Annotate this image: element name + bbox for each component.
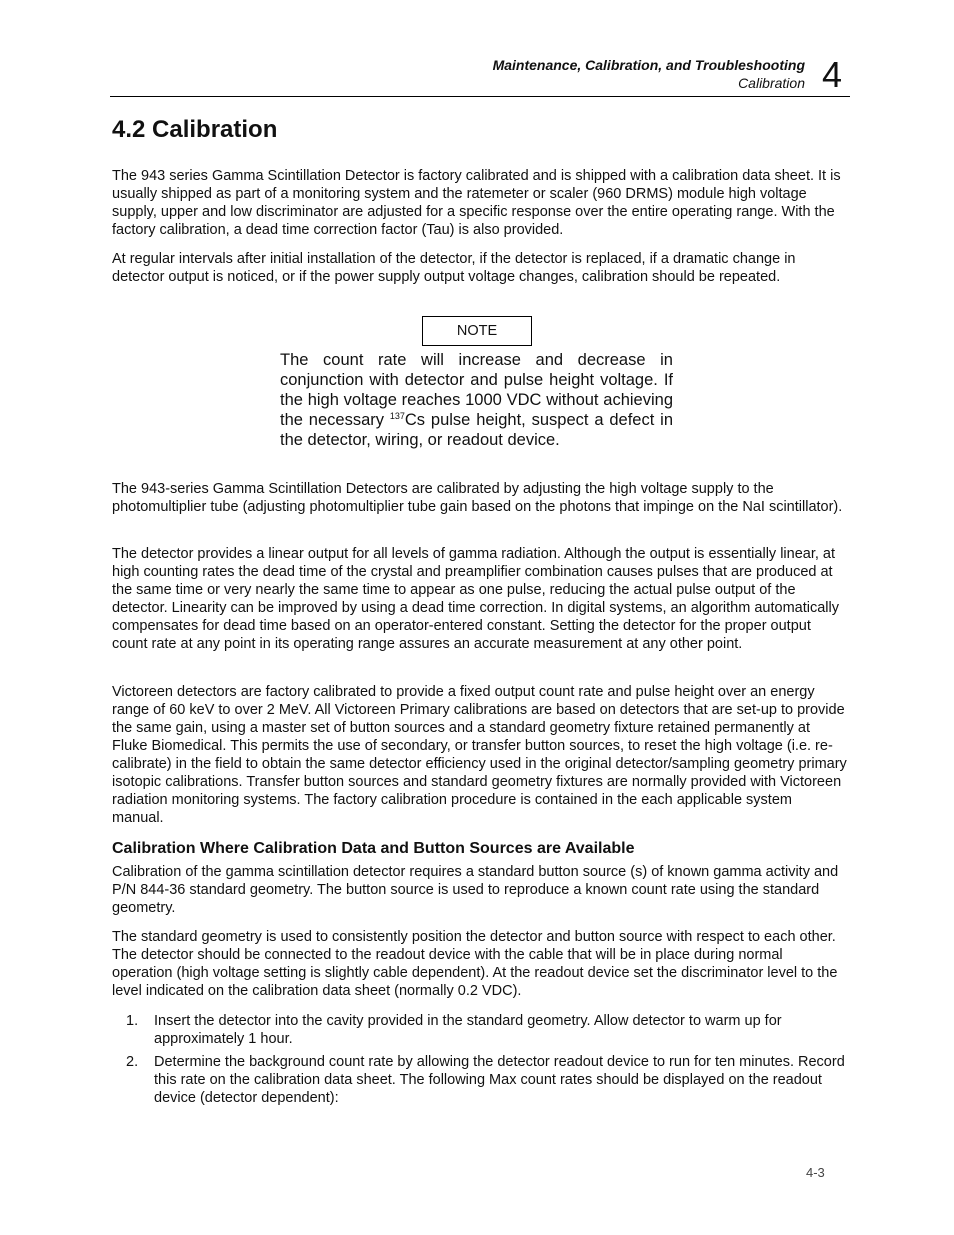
header-rule [110,96,850,97]
step-text: Determine the background count rate by allowing the detector readout device to run for ten minutes. Record this rate on the calibration data sheet. The following Max count rates should be displayed on the readout device (detector dependent): [154,1054,845,1106]
subsection-heading: Calibration Where Calibration Data and Button Sources are Available [112,840,635,857]
body-paragraph-2: The detector provides a linear output for all levels of gamma radiation. Although the output is essentially linear, at high counting rates the dead time of the crystal and preamplifier combination causes pulses that are produced at the same time or very nearly the same time to appear as one pulse, reducing the actual pulse output of the detector. Linearity can be improved by using a dead time correction. In digital systems, an algorithm automatically compensates for dead time based on an operator-entered constant. Setting the detector for the proper output count rate at any point in its operating range assures an accurate measurement at any other point. [112,546,839,652]
intro-paragraph-2: At regular intervals after initial installation of the detector, if the detector is replaced, if a dramatic change in detector output is noticed, or if the power supply output voltage changes, calibration should be repeated. [112,251,796,285]
note-text-part-2: Cs pulse height, suspect a defect in the detector, wiring, or readout device. [280,411,673,449]
intro-paragraph-1: The 943 series Gamma Scintillation Detector is factory calibrated and is shipped with a calibration data sheet. It is usually shipped as part of a monitoring system and the ratemeter or scaler (960 DRMS) module high voltage supply, upper and low discriminator are adjusted for a specific response over the entire operating range. With the factory calibration, a dead time correction factor (Tau) is also provided. [112,168,841,238]
step-item-1 [112,1012,847,1048]
chapter-number: 4 [822,54,843,95]
note-text-part-1: The count rate will increase and decrease in conjunction with detector and pulse height voltage. If the high voltage reaches 1000 VDC without achieving the necessary [280,351,673,429]
step-number: 1. [126,1013,139,1029]
step-number: 2. [126,1054,139,1070]
body-paragraph-3: Victoreen detectors are factory calibrated to provide a fixed output count rate and pulse height over an energy range of 60 keV to over 2 MeV. All Victoreen Primary calibrations are based on detectors that are set-up to provide the same gain, using a master set of button sources and a standard geometry fixture retained permanently at Fluke Biomedical. This permits the use of secondary, or transfer button sources, to reset the high voltage (i.e. re-calibrate) in the field to obtain the same detector efficiency used in the original detector/sampling geometry primary isotopic calibrations. Transfer button sources and standard geometry fixtures are normally provided with Victoreen radiation monitoring systems. The factory calibration procedure is contained in the each applicable system manual. [112,684,847,826]
isotope-superscript: 137 [389,411,405,421]
page-number: 4-3 [806,1165,825,1180]
calibration-paragraph-2: The standard geometry is used to consistently position the detector and button source with respect to each other. The detector should be connected to the readout device with the cable that will be in place during normal operation (high voltage setting is slightly cable dependent). At the readout device set the discriminator level to the level indicated on the calibration data sheet (normally 0.2 VDC). [112,929,838,999]
running-header-subsection: Calibration [738,75,805,91]
note-label: NOTE [456,323,498,339]
running-header-title: Maintenance, Calibration, and Troubleshooting [492,57,805,73]
calibration-paragraph-1: Calibration of the gamma scintillation detector requires a standard button source (s) of known gamma activity and P/N 844-36 standard geometry. The button source is used to reproduce a known count rate using the standard geometry. [112,864,839,916]
note-label-box [422,316,532,346]
section-heading: 4.2 Calibration [112,116,278,143]
body-paragraph-1: The 943-series Gamma Scintillation Detectors are calibrated by adjusting the high voltage supply to the photomultiplier tube (adjusting photomultiplier tube gain based on the photons that impinge on the NaI scintillator). [112,481,843,515]
note-text [280,350,673,450]
step-text: Insert the detector into the cavity provided in the standard geometry. Allow detector to warm up for approximately 1 hour. [154,1013,782,1047]
step-item-2 [112,1053,847,1107]
